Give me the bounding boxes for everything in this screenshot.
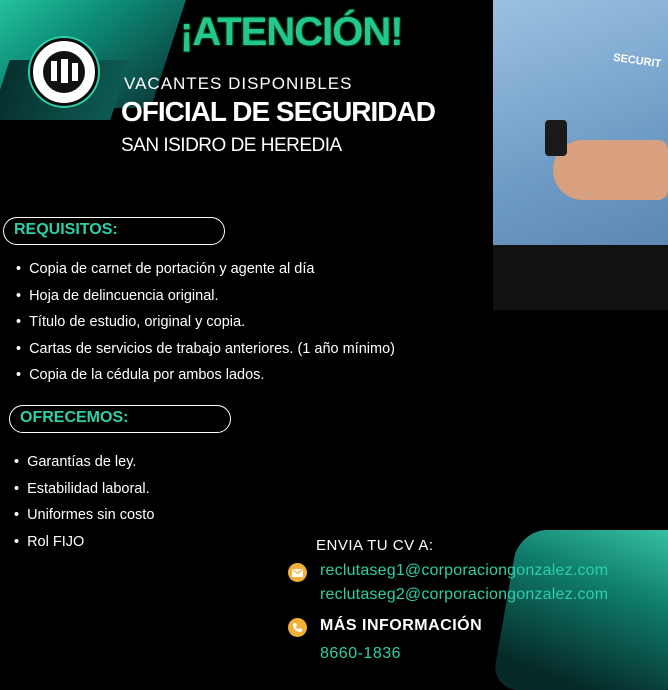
vacancies-subtitle: VACANTES DISPONIBLES	[124, 74, 353, 93]
email-link-1[interactable]: reclutaseg1@corporaciongonzalez.com	[320, 562, 609, 579]
company-logo	[30, 38, 98, 106]
list-item: • Garantías de ley.	[14, 449, 154, 476]
attention-title: ¡ATENCIÓN!	[180, 10, 403, 54]
list-item: • Estabilidad laboral.	[14, 476, 154, 503]
requirements-list	[16, 256, 395, 389]
more-info-label: MÁS INFORMACIÓN	[320, 617, 483, 634]
requirements-label: REQUISITOS:	[3, 217, 225, 245]
list-item: • Cartas de servicios de trabajo anteriores. (1 año mínimo)	[16, 336, 395, 363]
list-item: • Rol FIJO	[14, 529, 154, 556]
list-item: • Hoja de delincuencia original.	[16, 283, 395, 310]
job-title: OFICIAL DE SEGURIDAD	[121, 96, 435, 127]
offers-list	[14, 449, 154, 555]
list-item: • Copia de la cédula por ambos lados.	[16, 362, 395, 389]
list-item: • Uniformes sin costo	[14, 502, 154, 529]
security-guard-photo	[493, 0, 668, 310]
send-cv-label: ENVIA TU CV A:	[316, 537, 434, 554]
decorative-teal-shape-bottom	[491, 530, 668, 690]
list-item: • Copia de carnet de portación y agente al día	[16, 256, 395, 283]
phone-icon	[288, 618, 307, 637]
photo-badge-text: SECURIT	[612, 51, 662, 71]
radio-icon	[545, 120, 567, 156]
offers-label: OFRECEMOS:	[9, 405, 231, 433]
email-icon	[288, 563, 307, 582]
email-link-2[interactable]: reclutaseg2@corporaciongonzalez.com	[320, 586, 609, 603]
phone-number[interactable]: 8660-1836	[320, 645, 402, 662]
job-location: SAN ISIDRO DE HEREDIA	[121, 135, 342, 156]
list-item: • Título de estudio, original y copia.	[16, 309, 395, 336]
company-seal-icon	[43, 51, 85, 93]
